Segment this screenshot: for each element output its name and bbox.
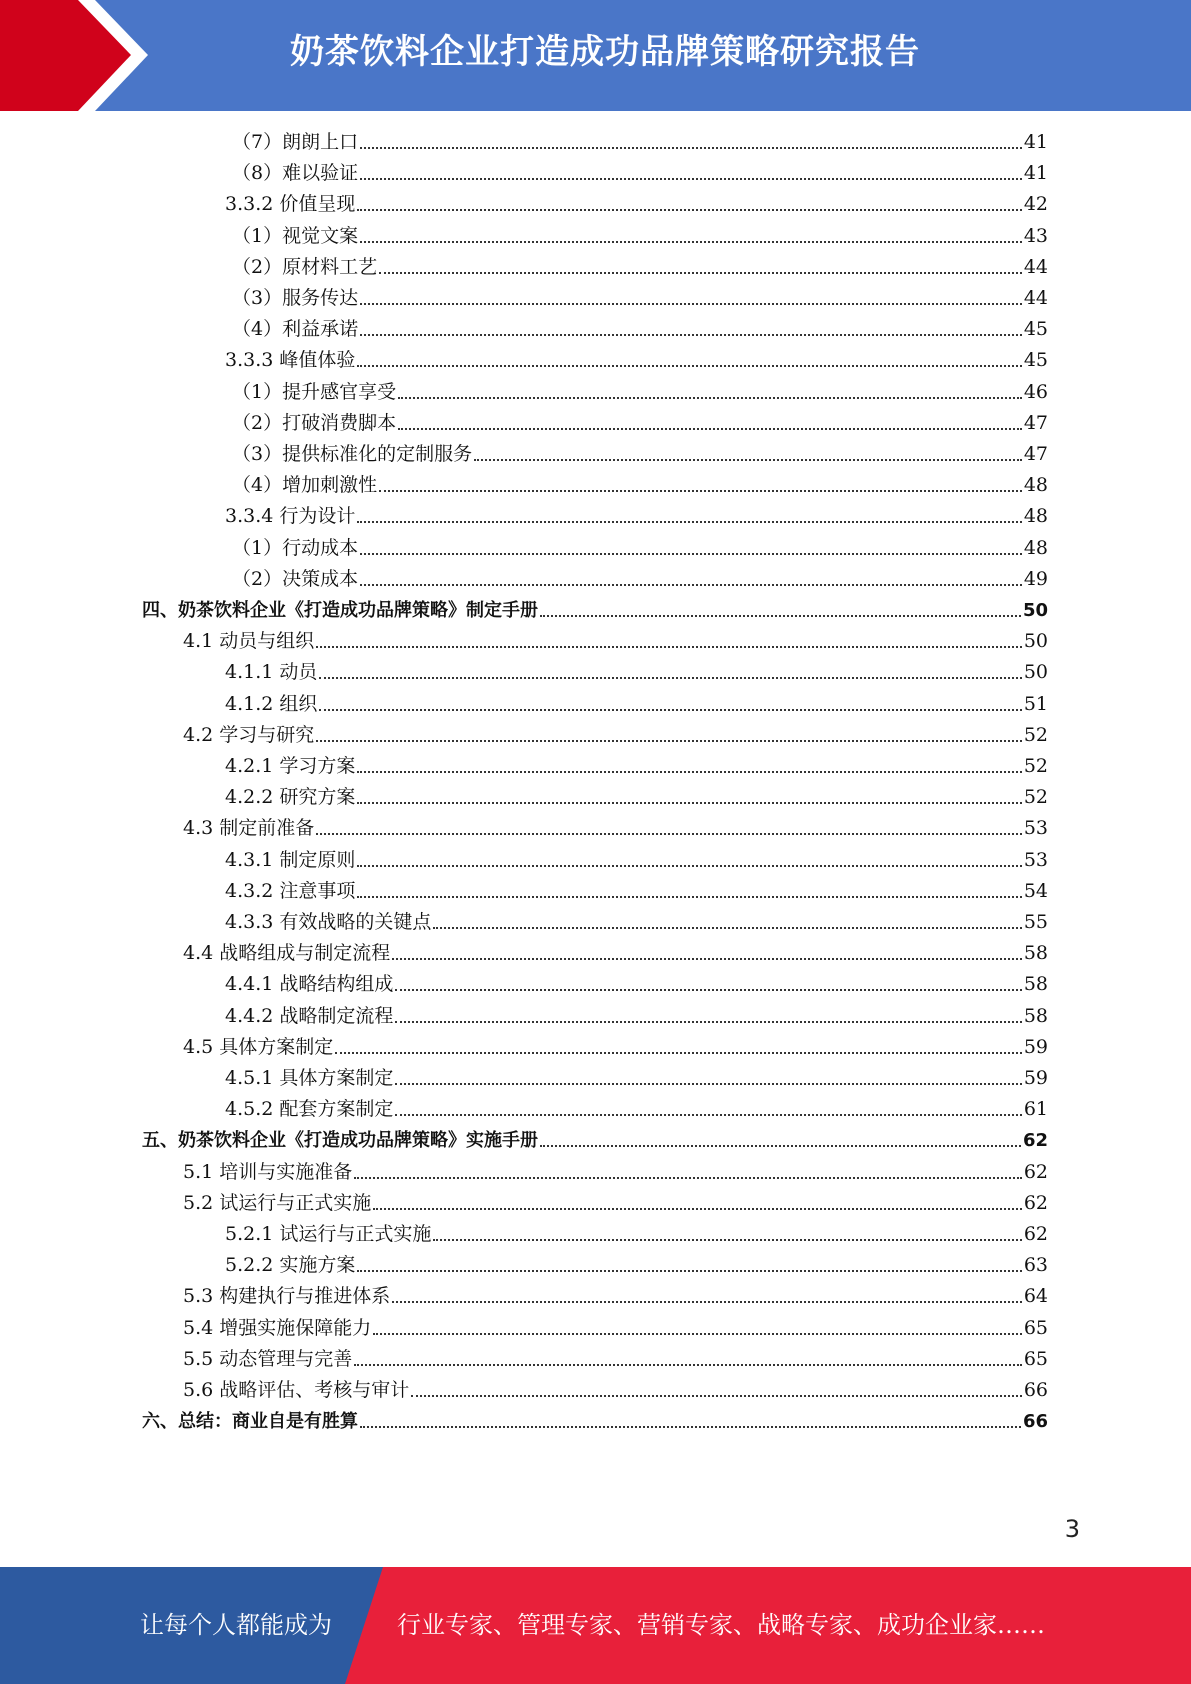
toc-entry-title: 5.4 增强实施保障能力 [183, 1316, 372, 1339]
toc-entry[interactable] [232, 127, 1048, 158]
toc-dot-leader [360, 241, 1022, 243]
toc-dot-leader [319, 677, 1021, 679]
toc-dot-leader [395, 1083, 1021, 1085]
toc-dot-leader [357, 209, 1021, 211]
toc-dot-leader [335, 1052, 1022, 1054]
toc-entry-page: 62 [1022, 1130, 1048, 1152]
toc-entry[interactable] [225, 689, 1048, 720]
toc-entry-title: （1）视觉文案 [232, 224, 359, 247]
toc-entry-title: 3.3.3 峰值体验 [225, 349, 356, 372]
toc-entry[interactable] [232, 252, 1048, 283]
toc-entry[interactable] [232, 408, 1048, 439]
toc-entry-page: 51 [1023, 692, 1048, 715]
toc-entry-title: 4.5.2 配套方案制定 [225, 1098, 394, 1121]
toc-entry[interactable] [225, 1094, 1048, 1125]
toc-entry-title: 4.4.2 战略制定流程 [225, 1004, 394, 1027]
toc-entry[interactable] [183, 1281, 1048, 1312]
toc-entry-title: 4.3 制定前准备 [183, 817, 315, 840]
toc-entry-title: 4.3.2 注意事项 [225, 879, 356, 902]
toc-entry-page: 53 [1023, 848, 1048, 871]
toc-entry-page: 52 [1023, 723, 1048, 746]
toc-dot-leader [373, 1208, 1022, 1210]
toc-entry-page: 49 [1023, 567, 1048, 590]
toc-entry[interactable] [232, 314, 1048, 345]
toc-dot-leader [357, 896, 1021, 898]
toc-dot-leader [433, 927, 1021, 929]
toc-entry-page: 41 [1023, 131, 1048, 153]
toc-entry-page: 63 [1023, 1254, 1048, 1277]
toc-entry[interactable] [225, 501, 1048, 532]
toc-dot-leader [357, 1270, 1021, 1272]
toc-entry-title: 五、奶茶饮料企业《打造成功品牌策略》实施手册 [142, 1130, 538, 1152]
toc-entry-title: 4.3.1 制定原则 [225, 848, 356, 871]
toc-entry-title: 4.3.3 有效战略的关键点 [225, 911, 432, 933]
toc-entry[interactable] [225, 1250, 1048, 1281]
toc-entry-title: （8）难以验证 [232, 162, 359, 185]
toc-entry-title: 4.2 学习与研究 [183, 723, 315, 746]
toc-entry-title: （4）利益承诺 [232, 318, 359, 341]
toc-entry-page: 47 [1023, 411, 1048, 434]
toc-dot-leader [433, 1239, 1021, 1241]
toc-entry[interactable] [183, 813, 1048, 844]
toc-dot-leader [360, 1426, 1021, 1428]
toc-entry[interactable] [183, 1188, 1048, 1219]
toc-entry-title: （1）提升感官享受 [232, 380, 397, 403]
toc-entry-page: 50 [1023, 630, 1048, 653]
toc-entry-page: 59 [1023, 1035, 1048, 1058]
toc-entry-page: 44 [1023, 255, 1048, 278]
toc-dot-leader [540, 1145, 1021, 1147]
toc-entry-page: 53 [1023, 817, 1048, 840]
toc-dot-leader [360, 147, 1022, 149]
toc-dot-leader [360, 334, 1022, 336]
toc-dot-leader [379, 490, 1022, 492]
header-title: 奶茶饮料企业打造成功品牌策略研究报告 [290, 32, 920, 72]
toc-dot-leader [411, 1395, 1022, 1397]
page-number: 3 [1064, 1515, 1080, 1543]
toc-dot-leader [392, 958, 1022, 960]
toc-dot-leader [357, 365, 1021, 367]
toc-entry[interactable] [232, 283, 1048, 314]
toc-dot-leader [395, 989, 1021, 991]
toc-entry-title: 3.3.4 行为设计 [225, 505, 356, 528]
toc-entry-page: 58 [1023, 973, 1048, 996]
toc-entry[interactable] [225, 189, 1048, 220]
toc-dot-leader [474, 459, 1022, 461]
toc-entry[interactable] [232, 533, 1048, 564]
toc-dot-leader [357, 865, 1021, 867]
toc-entry-page: 41 [1023, 162, 1048, 185]
toc-entry-page: 62 [1023, 1160, 1048, 1183]
toc-entry[interactable] [225, 657, 1048, 688]
toc-entry[interactable] [183, 1375, 1048, 1406]
toc-entry-title: （2）原材料工艺 [232, 255, 378, 278]
toc-entry-title: 4.4.1 战略结构组成 [225, 973, 394, 996]
toc-entry-page: 48 [1023, 536, 1048, 559]
page-footer [0, 1567, 1191, 1684]
toc-entry-title: 5.2.2 实施方案 [225, 1254, 356, 1277]
toc-entry[interactable] [142, 1125, 1048, 1156]
toc-entry[interactable] [232, 158, 1048, 189]
toc-entry[interactable] [225, 751, 1048, 782]
toc-entry-page: 65 [1023, 1316, 1048, 1339]
footer-slogan-right: 行业专家、管理专家、营销专家、战略专家、成功企业家…… [397, 1611, 1045, 1639]
toc-entry-title: 5.6 战略评估、考核与审计 [183, 1379, 410, 1401]
toc-entry-page: 55 [1023, 911, 1048, 933]
toc-entry-title: 4.1 动员与组织 [183, 630, 315, 653]
toc-entry[interactable] [183, 1032, 1048, 1063]
toc-entry-title: （2）决策成本 [232, 567, 359, 590]
toc-entry-page: 61 [1023, 1098, 1048, 1121]
toc-dot-leader [540, 615, 1021, 617]
toc-entry[interactable] [232, 221, 1048, 252]
toc-entry-page: 62 [1023, 1191, 1048, 1214]
toc-entry-title: （2）打破消费脚本 [232, 411, 397, 434]
toc-entry-title: 5.2 试运行与正式实施 [183, 1191, 372, 1214]
toc-entry-title: （7）朗朗上口 [232, 131, 359, 153]
toc-entry-title: 六、总结：商业自是有胜算 [142, 1411, 358, 1433]
toc-entry-page: 58 [1023, 942, 1048, 965]
toc-entry[interactable] [225, 345, 1048, 376]
toc-entry-page: 48 [1023, 505, 1048, 528]
toc-entry-page: 43 [1023, 224, 1048, 247]
toc-entry-page: 47 [1023, 443, 1048, 465]
toc-entry[interactable] [183, 1313, 1048, 1344]
toc-entry-page: 66 [1023, 1379, 1048, 1401]
toc-entry[interactable] [183, 938, 1048, 969]
toc-entry-page: 59 [1023, 1067, 1048, 1089]
toc-dot-leader [373, 1333, 1022, 1335]
toc-entry[interactable] [225, 1219, 1048, 1250]
toc-entry[interactable] [183, 1344, 1048, 1375]
toc-entry[interactable] [225, 907, 1048, 938]
toc-entry[interactable] [232, 564, 1048, 595]
toc-entry-page: 50 [1023, 661, 1048, 684]
toc-dot-leader [357, 802, 1021, 804]
toc-entry-title: （1）行动成本 [232, 536, 359, 559]
toc-entry-title: 4.4 战略组成与制定流程 [183, 942, 391, 965]
toc-dot-leader [395, 1114, 1021, 1116]
toc-entry-page: 66 [1022, 1411, 1048, 1433]
toc-entry-title: 5.5 动态管理与完善 [183, 1347, 353, 1370]
toc-entry-title: 4.2.2 研究方案 [225, 786, 356, 809]
toc-entry-title: 4.5 具体方案制定 [183, 1035, 334, 1058]
toc-dot-leader [316, 646, 1022, 648]
toc-entry[interactable] [225, 782, 1048, 813]
toc-entry-page: 65 [1023, 1347, 1048, 1370]
toc-entry[interactable] [225, 1001, 1048, 1032]
toc-entry-title: （4）增加刺激性 [232, 474, 378, 497]
toc-entry[interactable] [225, 969, 1048, 1000]
toc-entry-page: 64 [1023, 1285, 1048, 1308]
toc-entry-page: 54 [1023, 879, 1048, 902]
toc-entry[interactable] [232, 439, 1048, 470]
toc-entry[interactable] [232, 377, 1048, 408]
toc-dot-leader [398, 397, 1022, 399]
toc-entry-title: 4.1.1 动员 [225, 661, 318, 684]
toc-entry-page: 52 [1023, 786, 1048, 809]
toc-entry[interactable] [142, 595, 1048, 626]
toc-entry[interactable] [183, 626, 1048, 657]
toc-entry-title: （3）服务传达 [232, 287, 359, 309]
toc-entry-page: 45 [1023, 349, 1048, 372]
toc-entry[interactable] [183, 1157, 1048, 1188]
toc-dot-leader [379, 272, 1022, 274]
toc-dot-leader [357, 771, 1021, 773]
toc-entry-title: （3）提供标准化的定制服务 [232, 443, 473, 465]
toc-entry[interactable] [183, 720, 1048, 751]
toc-entry-title: 四、奶茶饮料企业《打造成功品牌策略》制定手册 [142, 600, 538, 621]
toc-dot-leader [319, 709, 1021, 711]
toc-dot-leader [316, 833, 1022, 835]
toc-dot-leader [360, 584, 1022, 586]
toc-entry-page: 62 [1023, 1223, 1048, 1245]
toc-entry[interactable] [225, 876, 1048, 907]
toc-dot-leader [360, 553, 1022, 555]
toc-dot-leader [357, 521, 1021, 523]
toc-entry-title: 4.1.2 组织 [225, 692, 318, 715]
toc-entry-page: 58 [1023, 1004, 1048, 1027]
toc-entry-page: 44 [1023, 287, 1048, 309]
toc-entry-title: 4.2.1 学习方案 [225, 755, 356, 777]
toc-entry-title: 5.1 培训与实施准备 [183, 1160, 353, 1183]
toc-dot-leader [398, 428, 1022, 430]
toc-dot-leader [360, 178, 1022, 180]
toc-dot-leader [354, 1364, 1022, 1366]
toc-entry-page: 42 [1023, 193, 1048, 216]
toc-dot-leader [392, 1301, 1022, 1303]
toc-entry-title: 5.3 构建执行与推进体系 [183, 1285, 391, 1308]
toc-entry-title: 3.3.2 价值呈现 [225, 193, 356, 216]
toc-entry-page: 48 [1023, 474, 1048, 497]
toc-entry-page: 52 [1023, 755, 1048, 777]
toc-entry-page: 50 [1022, 600, 1048, 621]
toc-entry-title: 5.2.1 试运行与正式实施 [225, 1223, 432, 1245]
toc-entry[interactable] [225, 1063, 1048, 1094]
toc-dot-leader [316, 740, 1022, 742]
toc-dot-leader [395, 1021, 1021, 1023]
toc-entry-page: 46 [1023, 380, 1048, 403]
toc-entry-page: 45 [1023, 318, 1048, 341]
toc-dot-leader [354, 1177, 1022, 1179]
toc-entry[interactable] [232, 470, 1048, 501]
footer-slogan-left: 让每个人都能成为 [140, 1611, 332, 1639]
page-header [0, 0, 1191, 111]
toc-dot-leader [360, 303, 1022, 305]
toc-entry[interactable] [225, 845, 1048, 876]
toc-entry-title: 4.5.1 具体方案制定 [225, 1067, 394, 1089]
toc-entry[interactable] [142, 1406, 1048, 1437]
